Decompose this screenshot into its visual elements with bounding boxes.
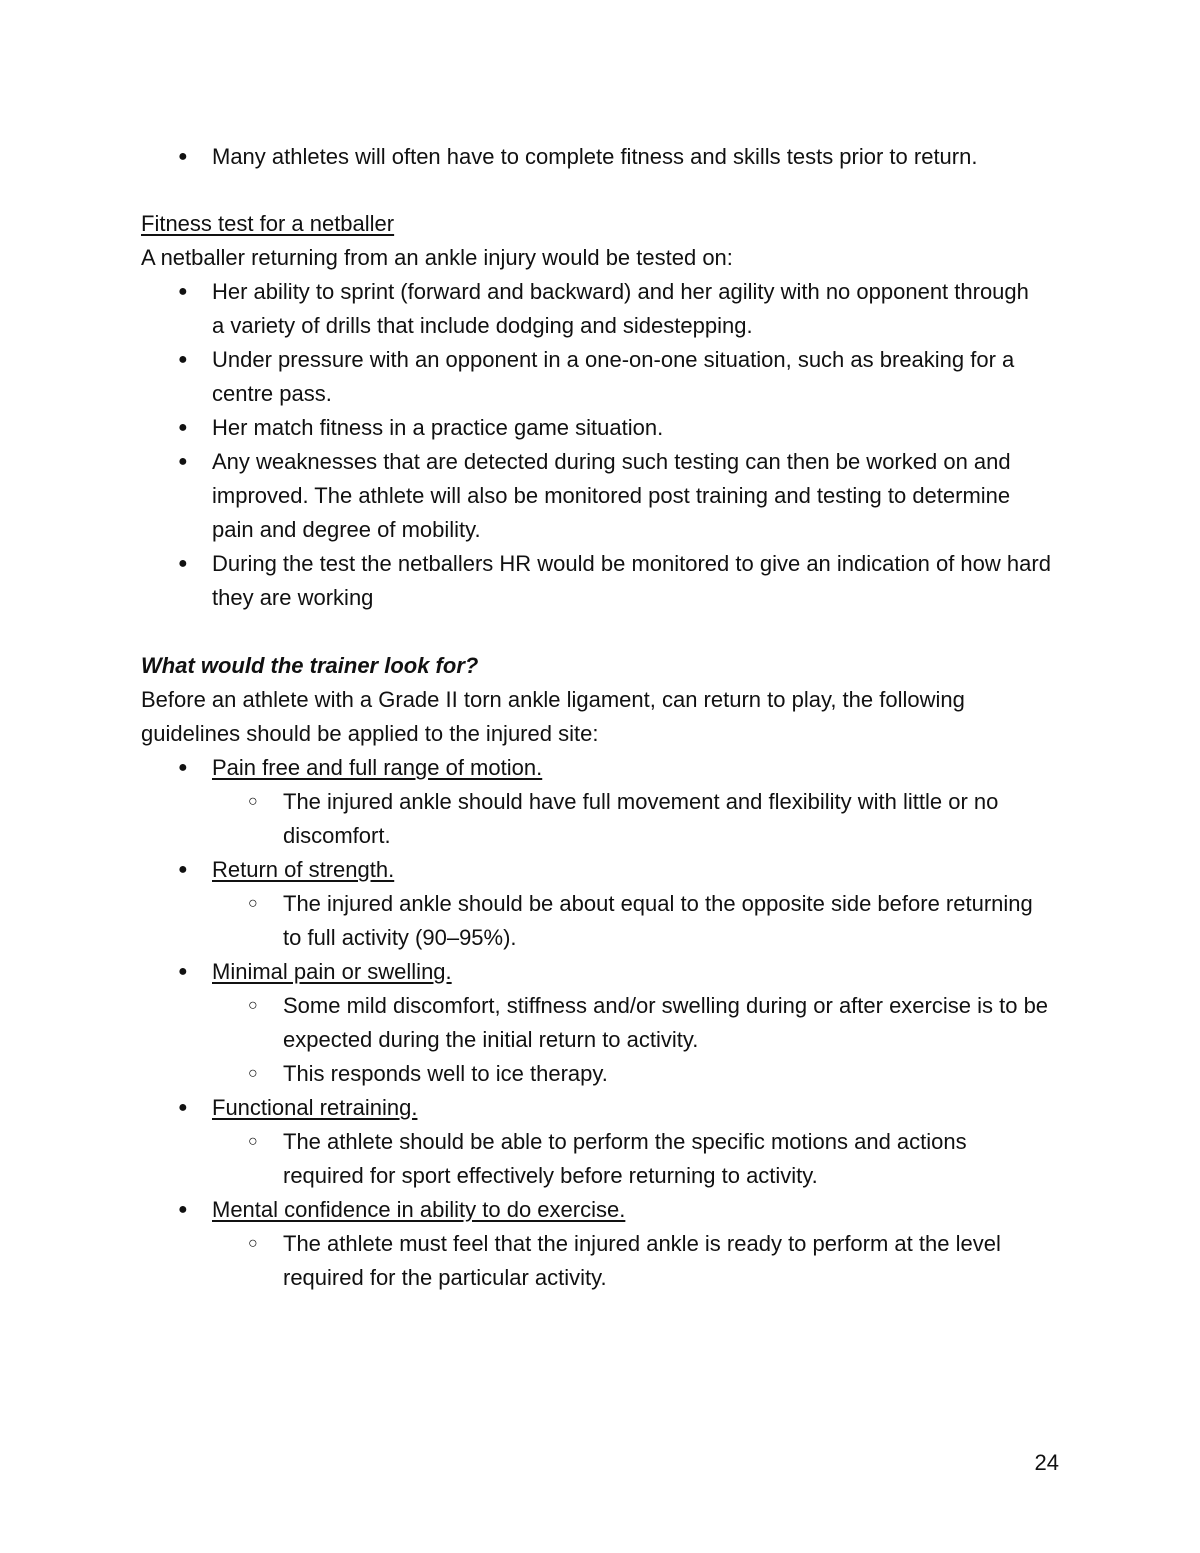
fitness-heading: Fitness test for a netballer bbox=[141, 211, 395, 236]
fitness-bullet-3-line-1: Her match fitness in a practice game situation. bbox=[212, 415, 664, 440]
bullet-icon: ● bbox=[178, 148, 188, 165]
hollow-bullet-icon: ○ bbox=[248, 1235, 258, 1252]
trainer-item-3-title: Minimal pain or swelling. bbox=[212, 959, 452, 984]
hollow-bullet-icon: ○ bbox=[248, 997, 258, 1014]
bullet-icon: ● bbox=[178, 453, 188, 470]
trainer-item-1-title: Pain free and full range of motion. bbox=[212, 755, 543, 780]
fitness-bullet-4-line-1: Any weaknesses that are detected during such testing can then be worked on and bbox=[212, 449, 1011, 474]
fitness-bullet-2-line-1: Under pressure with an opponent in a one-on-one situation, such as breaking for a bbox=[212, 347, 1015, 372]
hollow-bullet-icon: ○ bbox=[248, 1065, 258, 1082]
trainer-item-1-sub-line-1: The injured ankle should have full movement and flexibility with little or no bbox=[283, 789, 999, 814]
fitness-bullet-5-line-2: they are working bbox=[212, 585, 374, 610]
bullet-icon: ● bbox=[178, 283, 188, 300]
bullet-icon: ● bbox=[178, 963, 188, 980]
trainer-item-5-title: Mental confidence in ability to do exercise. bbox=[212, 1197, 626, 1222]
fitness-bullet-2-line-2: centre pass. bbox=[212, 381, 332, 406]
trainer-item-2-sub-line-1: The injured ankle should be about equal to the opposite side before returning bbox=[283, 891, 1033, 916]
trainer-item-3-sub-1-line-1: Some mild discomfort, stiffness and/or swelling during or after exercise is to be bbox=[283, 993, 1049, 1018]
trainer-item-4-title: Functional retraining. bbox=[212, 1095, 418, 1120]
bullet-icon: ● bbox=[178, 1201, 188, 1218]
bullet-icon: ● bbox=[178, 759, 188, 776]
bullet-icon: ● bbox=[178, 1099, 188, 1116]
bullet-icon: ● bbox=[178, 861, 188, 878]
fitness-bullet-4-line-3: pain and degree of mobility. bbox=[212, 517, 481, 542]
fitness-bullet-4-line-2: improved. The athlete will also be monitored post training and testing to determine bbox=[212, 483, 1011, 508]
trainer-item-2-title: Return of strength. bbox=[212, 857, 395, 882]
trainer-item-5-sub-line-1: The athlete must feel that the injured ankle is ready to perform at the level bbox=[283, 1231, 1001, 1256]
fitness-bullet-1-line-2: a variety of drills that include dodging and sidestepping. bbox=[212, 313, 753, 338]
bullet-icon: ● bbox=[178, 351, 188, 368]
hollow-bullet-icon: ○ bbox=[248, 895, 258, 912]
trainer-item-4-sub-line-2: required for sport effectively before returning to activity. bbox=[283, 1163, 818, 1188]
hollow-bullet-icon: ○ bbox=[248, 1133, 258, 1150]
trainer-item-5-sub-line-2: required for the particular activity. bbox=[283, 1265, 607, 1290]
fitness-bullet-5-line-1: During the test the netballers HR would be monitored to give an indication of how hard bbox=[212, 551, 1051, 576]
trainer-item-3-sub-2-line-1: This responds well to ice therapy. bbox=[283, 1061, 608, 1086]
page-number: 24 bbox=[1034, 1450, 1059, 1475]
trainer-item-3-sub-1-line-2: expected during the initial return to activity. bbox=[283, 1027, 699, 1052]
fitness-intro: A netballer returning from an ankle injury would be tested on: bbox=[141, 245, 733, 270]
bullet-icon: ● bbox=[178, 419, 188, 436]
trainer-item-1-sub-line-2: discomfort. bbox=[283, 823, 391, 848]
fitness-bullet-1-line-1: Her ability to sprint (forward and backward) and her agility with no opponent through bbox=[212, 279, 1029, 304]
top-bullet-text: Many athletes will often have to complete fitness and skills tests prior to return. bbox=[212, 144, 978, 169]
trainer-intro-line-2: guidelines should be applied to the injured site: bbox=[141, 721, 599, 746]
trainer-item-2-sub-line-2: to full activity (90–95%). bbox=[283, 925, 517, 950]
trainer-heading: What would the trainer look for? bbox=[141, 653, 479, 678]
trainer-item-4-sub-line-1: The athlete should be able to perform the specific motions and actions bbox=[283, 1129, 967, 1154]
bullet-icon: ● bbox=[178, 555, 188, 572]
trainer-intro-line-1: Before an athlete with a Grade II torn ankle ligament, can return to play, the following bbox=[141, 687, 965, 712]
hollow-bullet-icon: ○ bbox=[248, 793, 258, 810]
